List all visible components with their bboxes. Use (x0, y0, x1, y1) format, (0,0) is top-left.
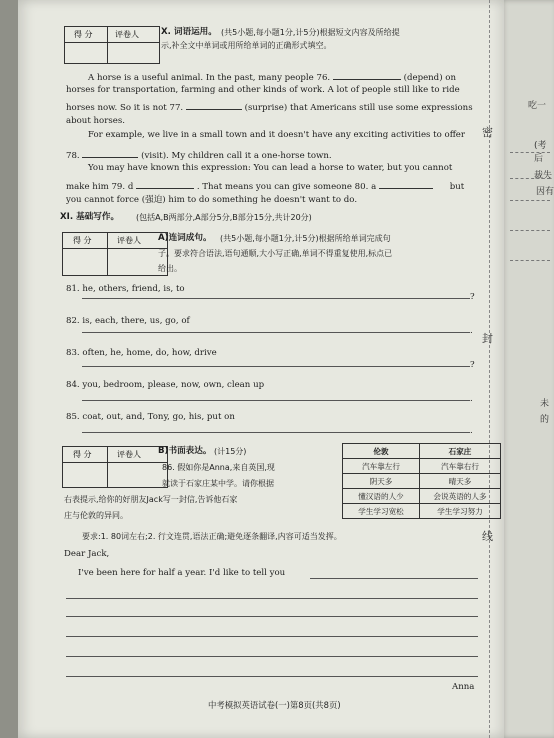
passage-text: about horses. (66, 116, 125, 126)
table-cell: 会说英语的人多 (420, 489, 501, 504)
letter-salutation: Dear Jack, (64, 549, 110, 559)
fragment-text: (考后 (534, 141, 547, 164)
divider (107, 27, 108, 63)
comparison-table (342, 443, 501, 519)
answer-line-85[interactable] (82, 432, 470, 433)
table-row (343, 474, 501, 489)
passage-text (66, 148, 332, 162)
passage-text (66, 100, 473, 114)
part-a-instructions: (共5小题,每小题1分,计5分)根据所给单词完成句 (220, 234, 391, 243)
divider (510, 230, 550, 231)
table-cell: 汽车靠右行 (420, 459, 501, 474)
passage-text: (surprise) that Americans still use some expressions (244, 103, 473, 113)
end-punctuation: ? (470, 292, 475, 302)
divider (510, 260, 550, 261)
passage-text: but (449, 182, 465, 192)
exam-page (18, 0, 504, 738)
part-b-prompt: 86. 假如你是Anna,来自英国,现 (162, 463, 275, 472)
adjacent-page-strip (500, 0, 554, 738)
passage-text: you cannot force (强迫) him to do something he doesn't want to do. (66, 195, 358, 205)
answer-line-84[interactable] (82, 400, 470, 401)
table-cell: 学生学习宽松 (343, 504, 420, 519)
blank-80[interactable] (379, 179, 433, 189)
answer-line-83[interactable] (82, 366, 470, 367)
writing-line[interactable] (66, 636, 478, 637)
passage-text: A horse is a useful animal. In the past, many people 76. (88, 73, 331, 83)
end-punctuation: . (470, 394, 473, 404)
part-b-prompt: 就读于石家庄某中学。请你根据 (162, 479, 274, 488)
binding-label: 密 (482, 126, 493, 139)
writing-line[interactable] (66, 598, 478, 599)
blank-77[interactable] (186, 100, 242, 110)
end-punctuation: . (470, 426, 473, 436)
table-header: 伦敦 (343, 444, 420, 459)
binding-label: 封 (482, 332, 493, 345)
part-b-score: (计15分) (214, 447, 247, 456)
writing-line[interactable] (66, 656, 478, 657)
passage-text: For example, we live in a small town and it doesn't have any exciting activities to offer (88, 130, 466, 140)
fragment-text: 裁失 (534, 171, 553, 181)
table-cell: 汽车靠左行 (343, 459, 420, 474)
fragment-text: 未 (540, 399, 550, 409)
sentence-item: 83. often, he, home, do, how, drive (66, 348, 217, 358)
writing-line[interactable] (310, 578, 478, 579)
sentence-item: 81. he, others, friend, is, to (66, 284, 185, 294)
score-label: 得 分 (73, 236, 92, 245)
table-row (343, 504, 501, 519)
requirements: 要求:1. 80词左右;2. 行文连贯,语法正确;避免逐条翻译,内容可适当发挥。 (82, 532, 342, 541)
grader-label: 评卷人 (117, 450, 141, 459)
grader-label: 评卷人 (117, 236, 141, 245)
table-cell: 学生学习努力 (420, 504, 501, 519)
fragment-text: 吃一 (528, 101, 547, 111)
answer-line-82[interactable] (82, 332, 470, 333)
passage-text: (depend) on (403, 73, 456, 83)
passage-text: horses now. So it is not 77. (66, 103, 184, 113)
grader-label: 评卷人 (115, 30, 139, 39)
fragment-text: 因有 (536, 187, 554, 197)
score-label: 得 分 (74, 30, 93, 39)
part-a-instructions: 给出。 (158, 264, 182, 273)
fragment-text: 的 (540, 415, 550, 425)
passage-text: 78. (66, 151, 80, 161)
part-a-instructions: 子。要求符合语法,语句通顺,大小写正确,单词不得重复使用,标点已 (158, 249, 393, 258)
table-row (343, 459, 501, 474)
passage-text: horses for transportation, farming and other kinds of work. A lot of people still like to ride (66, 85, 460, 95)
sentence-item: 85. coat, out, and, Tony, go, his, put on (66, 412, 235, 422)
passage-text: You may have known this expression: You can lead a horse to water, but you cannot (88, 163, 453, 173)
passage-text: . That means you can give someone 80. a (196, 182, 377, 192)
divider (107, 447, 108, 487)
divider (510, 178, 550, 179)
letter-signature: Anna (452, 682, 475, 692)
table-header: 石家庄 (420, 444, 501, 459)
binding-label: 线 (482, 530, 493, 543)
writing-line[interactable] (66, 676, 478, 677)
sentence-item: 82. is, each, there, us, go, of (66, 316, 190, 326)
score-box (62, 446, 168, 488)
end-punctuation: ? (470, 360, 475, 370)
section-xi-instructions: (包括A,B两部分,A部分5分,B部分15分,共计20分) (136, 213, 312, 222)
score-box (64, 26, 160, 64)
blank-78[interactable] (82, 148, 138, 158)
score-label: 得 分 (73, 450, 92, 459)
table-row (343, 489, 501, 504)
score-box (62, 232, 168, 276)
passage-text: (visit). My children call it a one-horse town. (141, 151, 332, 161)
divider (510, 152, 550, 153)
part-a-title: A)连词成句。 (158, 233, 212, 243)
section-xi-title: XI. 基础写作。 (60, 212, 120, 222)
table-cell: 晴天多 (420, 474, 501, 489)
divider (107, 233, 108, 275)
letter-opening: I've been here for half a year. I'd like to tell you (78, 568, 286, 578)
blank-79[interactable] (136, 179, 194, 189)
section-x-instructions: 示,补全文中单词或用所给单词的正确形式填空。 (161, 41, 332, 50)
page-footer: 中考模拟英语试卷(一)第8页(共8页) (208, 700, 341, 710)
passage-text: make him 79. d (66, 182, 134, 192)
passage-text (66, 179, 464, 193)
writing-line[interactable] (66, 616, 478, 617)
answer-line-81[interactable] (82, 298, 470, 299)
table-header-row (343, 444, 501, 459)
sentence-item: 84. you, bedroom, please, now, own, clean up (66, 380, 265, 390)
binding-line (489, 0, 490, 738)
table-cell: 阴天多 (343, 474, 420, 489)
blank-76[interactable] (333, 70, 401, 80)
section-x-title: X. 词语运用。 (161, 27, 217, 37)
passage-text (88, 70, 456, 84)
part-b-prompt: 右表提示,给你的好朋友Jack写一封信,告诉他石家 (64, 495, 238, 504)
table-cell: 懂汉语的人少 (343, 489, 420, 504)
part-b-prompt: 庄与伦敦的异同。 (64, 511, 128, 520)
part-b-title: B)书面表达。 (158, 446, 212, 456)
section-x-instructions: (共5小题,每小题1分,计5分)根据短文内容及所给提 (221, 28, 400, 37)
end-punctuation: . (470, 326, 473, 336)
divider (510, 200, 550, 201)
